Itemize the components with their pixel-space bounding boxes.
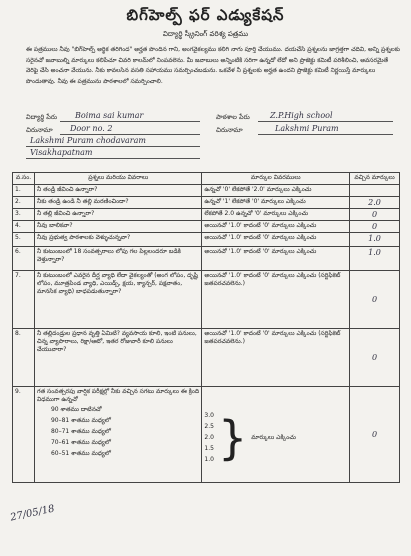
name-underline bbox=[60, 121, 200, 122]
row-number: 2. bbox=[13, 197, 35, 209]
school-address-underline bbox=[258, 134, 393, 135]
row-marks-rule: అయినచో '1.0' కాదంటే '0' మార్కులు ఎక్కించు bbox=[202, 233, 350, 247]
address-label: చిరునామా bbox=[26, 126, 53, 134]
row-number: 3. bbox=[13, 209, 35, 221]
name-value: Boima sai kumar bbox=[75, 111, 144, 120]
row-marks-rule: ఉన్నచో '1' లేకపోతే '0' మార్కులు ఎక్కించు bbox=[202, 197, 350, 209]
address-line-1: Door no. 2 bbox=[70, 124, 113, 133]
table-row bbox=[13, 185, 400, 197]
row-score: 0 bbox=[350, 329, 400, 387]
row-score: 0 bbox=[350, 387, 400, 483]
form-subtitle: విద్యార్థి స్క్రీనింగ్ వరిశ్య పత్రము bbox=[162, 30, 249, 38]
q9-range: 60–51 శాతము మధ్యలో bbox=[50, 450, 111, 457]
row-score bbox=[350, 185, 400, 197]
row-number: 5. bbox=[13, 233, 35, 247]
col-header-marks-obtained: వచ్చిన మార్కులు bbox=[350, 173, 400, 185]
q9-point: 1.5 bbox=[204, 445, 214, 452]
q9-range: 70–61 శాతము మధ్యలో bbox=[50, 439, 111, 446]
row-question: నీ తల్లిదండ్రుల ప్రధాన వృత్తి ఏమిటి? వ్యవసాయ కూలి, ఇంటి పనులు, చిన్న వ్యాపారాలు, రిక్షా/ఆటో, ఇతర రోజువారీ కూలి పనులు చేయువారా? bbox=[34, 329, 201, 387]
row-question: నీ కుటుంబంలో ఎవరైన దీర్ఘ వ్యాధి లేదా వైకల్యంతో (అంగ లోపం, దృష్టి లోపం, మూత్రపిండ వ్యాధి, ఎయిడ్స్, క్షయ, క్యాన్సర్, పక్షవాతం, మానసిక వ్యాధి) బాధపడుతున్నారా? bbox=[34, 271, 201, 329]
table-row bbox=[13, 387, 400, 483]
address-underline-2 bbox=[26, 146, 200, 147]
school-value: Z.P.High school bbox=[270, 111, 333, 120]
row-question: నీవు బాలికవా? bbox=[34, 221, 201, 233]
row-question bbox=[34, 387, 201, 483]
q9-range: 90–81 శాతము మధ్యలో bbox=[50, 417, 111, 424]
col-header-question: ప్రశ్నలు మరియు వివరాలు bbox=[34, 173, 201, 185]
table-row bbox=[13, 329, 400, 387]
table-row bbox=[13, 233, 400, 247]
q9-points bbox=[204, 410, 214, 465]
screening-table bbox=[12, 172, 400, 483]
row-number: 9. bbox=[13, 387, 35, 483]
table-row bbox=[13, 197, 400, 209]
row-marks-rule: అయినచో '1.0' కాదంటే '0' మార్కులు ఎక్కించు (సర్టిఫికెట్ జతపరచవలెను.) bbox=[202, 329, 350, 387]
row-score: 1.0 bbox=[350, 247, 400, 271]
row-score: 2.0 bbox=[350, 197, 400, 209]
instructions-paragraph: ఈ పత్రములు నీవు "బిగ్‌హెల్ప్ అర్థిక తరిగింద" అర్హత పొందిన గాని, అంగవైకల్యము కలిగి నాగు పూర్తి చేయుము. దయచేసి ప్రశ్నలను జాగ్రత్తగా చదివి, అన్ని ప్రశ్నలకు సరైనచో జవాబుల్ని మార్కులు కలిపేచూ చివరి కాలమ్‌లో నింపవలెను. మీ జవాబులు అన్నింటికి సరిగా ఉన్నదో లేదో అని ప్రాజెక్టు కమిటీ పరిశీలించి, అవసరమైతే వెరిఫై చేసి అంచనా వేయును. నీకు కావలసిన వసతి సహాయము సమర్పించబడును. ఒకవేళ నీ ప్రశ్నలకు అర్హత ఉందని ప్రాజెక్టు కమిటీ నిర్ణయిస్తే మార్కులు పొందుతావు. నీవు ఈ పత్రమును పాఠశాలలో సమర్పించాలి. bbox=[26, 46, 400, 85]
row-score: 0 bbox=[350, 209, 400, 221]
row-number: 1. bbox=[13, 185, 35, 197]
address-underline-1 bbox=[60, 134, 200, 135]
row-question: నీ తండ్రి జీవించి ఉన్నారా? bbox=[34, 185, 201, 197]
table-row bbox=[13, 221, 400, 233]
row-number: 6. bbox=[13, 247, 35, 271]
school-underline bbox=[258, 121, 393, 122]
row-number: 4. bbox=[13, 221, 35, 233]
row-question: నీకు తండ్రి ఉండి నీ తల్లి మరణించిందా? bbox=[34, 197, 201, 209]
address-line-2: Lakshmi Puram chodavaram bbox=[30, 136, 146, 145]
row-marks-rule: లేకపోతే 2.0 ఉన్నచో '0' మార్కులు ఎక్కించు bbox=[202, 209, 350, 221]
q9-ranges bbox=[37, 404, 199, 459]
name-label: విద్యార్థి పేరు bbox=[26, 113, 58, 121]
col-header-marks-details: మార్కుల వివరములు bbox=[202, 173, 350, 185]
school-label: పాఠశాల పేరు bbox=[216, 113, 250, 121]
q9-point: 2.5 bbox=[204, 423, 214, 430]
row-score: 0 bbox=[350, 221, 400, 233]
row-question: నీ తల్లి జీవించి ఉన్నారా? bbox=[34, 209, 201, 221]
row-score: 0 bbox=[350, 271, 400, 329]
q9-range: 80–71 శాతము మధ్యలో bbox=[50, 428, 111, 435]
row-marks-rule: అయినచో '1.0' కాదంటే '0' మార్కులు ఎక్కించు bbox=[202, 247, 350, 271]
table-row bbox=[13, 247, 400, 271]
row-marks-rule: అయినచో '1.0' కాదంటే '0' మార్కులు ఎక్కించు (సర్టిఫికెట్ జతపరచవలెను.) bbox=[202, 271, 350, 329]
col-header-number: వ.సం. bbox=[13, 173, 35, 185]
school-address-value: Lakshmi Puram bbox=[275, 124, 339, 133]
form-title: బిగ్‌హెల్ప్ ఫర్ ఎడ్యుకేషన్ bbox=[126, 6, 285, 24]
row-marks-rule: ఉన్నచో '0' లేకపోతే '2.0' మార్కులు ఎక్కించు bbox=[202, 185, 350, 197]
row-question: నీవు ప్రభుత్వ పాఠశాలకు వెళ్ళుచున్నవా? bbox=[34, 233, 201, 247]
table-header-row bbox=[13, 173, 400, 185]
q9-point: 1.0 bbox=[204, 456, 214, 463]
q9-point: 3.0 bbox=[204, 412, 214, 419]
handwritten-date: 27/05/18 bbox=[9, 503, 56, 524]
brace-icon: } bbox=[217, 410, 248, 465]
q9-range: 90 శాతము దాటినచో bbox=[50, 406, 102, 413]
address-underline-3 bbox=[26, 158, 200, 159]
table-row bbox=[13, 271, 400, 329]
q9-marks-rule: మార్కులు ఎక్కించు bbox=[251, 433, 296, 441]
address-line-3: Visakhapatnam bbox=[30, 148, 93, 157]
row-marks-rule: అయినచో '1.0' కాదంటే '0' మార్కులు ఎక్కించు bbox=[202, 221, 350, 233]
q9-text: గత సంవత్సరపు వార్షిక పరీక్షల్లో నీకు వచ్చిన సగటు మార్కులు ఈ క్రింది విధముగా ఉన్నచో bbox=[36, 388, 200, 403]
row-number: 8. bbox=[13, 329, 35, 387]
row-number: 7. bbox=[13, 271, 35, 329]
table-row bbox=[13, 209, 400, 221]
row-question: నీ కుటుంబంలో 18 సంవత్సరాలు లోపు గల పిల్లలందరూ బడికి వెళ్తున్నారా? bbox=[34, 247, 201, 271]
q9-point: 2.0 bbox=[204, 434, 214, 441]
school-address-label: చిరునామా bbox=[216, 126, 243, 134]
row-marks-rule bbox=[202, 387, 350, 483]
row-score: 1.0 bbox=[350, 233, 400, 247]
